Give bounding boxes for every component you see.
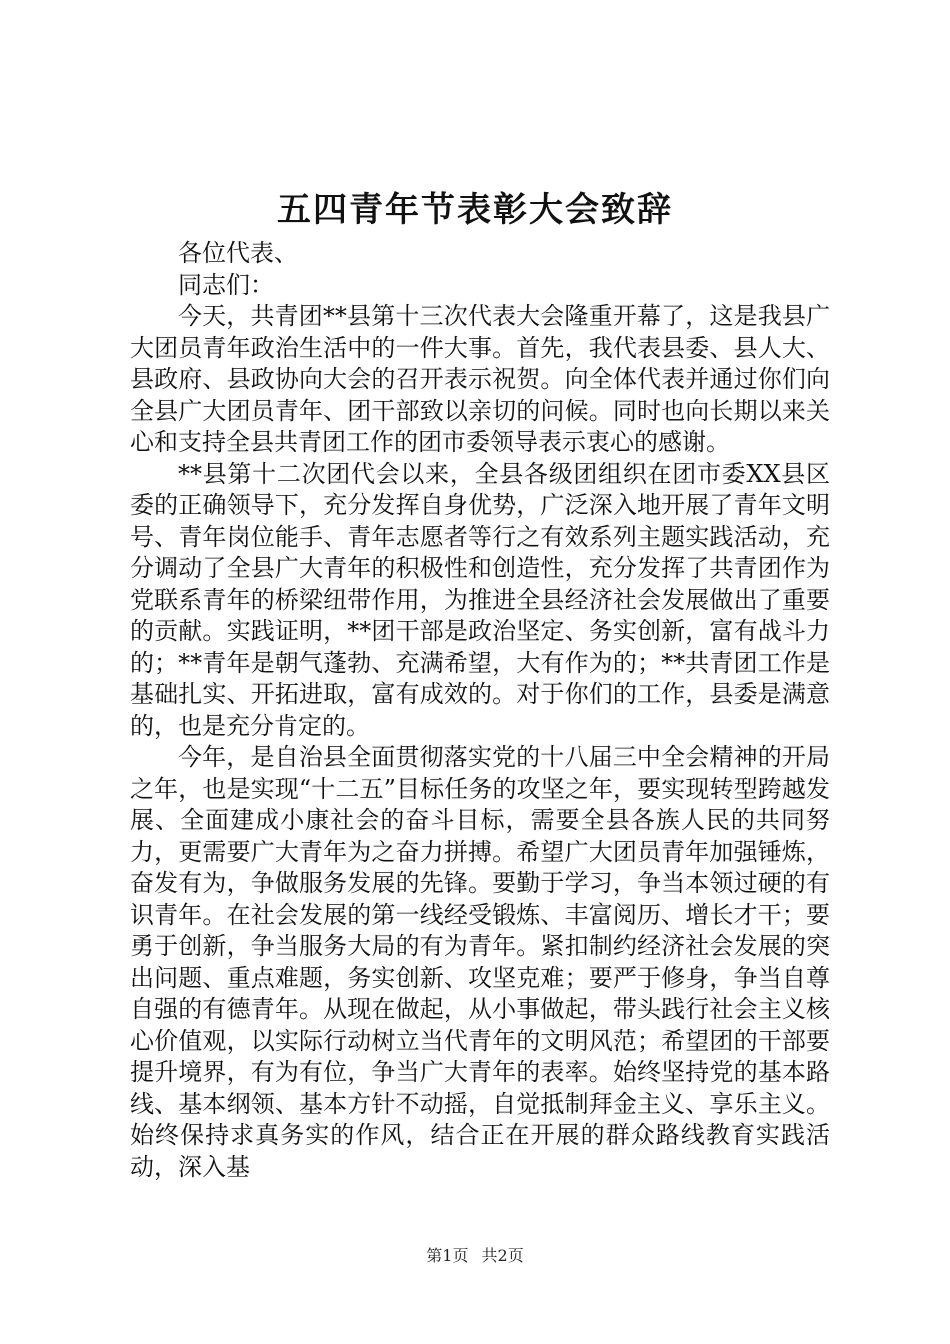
document-body bbox=[130, 238, 830, 1183]
body-paragraph: 今年，是自治县全面贯彻落实党的十八届三中全会精神的开局之年，也是实现“十二五”目标任务的攻坚之年，要实现转型跨越发展、全面建成小康社会的奋斗目标，需要全县各族人民的共同努力，更需要广大青年为之奋力拼搏。希望广大团员青年加强锤炼，奋发有为，争做服务发展的先锋。要勤于学习，争当本领过硬的有识青年。在社会发展的第一线经受锻炼、丰富阅历、增长才干；要勇于创新，争当服务大局的有为青年。紧扣制约经济社会发展的突出问题、重点难题，务实创新、攻坚克难；要严于修身，争当自尊自强的有德青年。从现在做起，从小事做起，带头践行社会主义核心价值观，以实际行动树立当代青年的文明风范；希望团的干部要提升境界，有为有位，争当广大青年的表率。始终坚持党的基本路线、基本纲领、基本方针不动摇，自觉抵制拜金主义、享乐主义。始终保持求真务实的作风，结合正在开展的群众路线教育实践活动，深入基 bbox=[130, 743, 830, 1181]
page-footer bbox=[0, 1244, 950, 1268]
body-paragraph: 今天，共青团**县第十三次代表大会隆重开幕了，这是我县广大团员青年政治生活中的一件大事。首先，我代表县委、县人大、县政府、县政协向大会的召开表示祝贺。向全体代表并通过你们向全县广大团员青年、团干部致以亲切的问候。同时也向长期以来关心和支持全县共青团工作的团市委领导表示衷心的感谢。 bbox=[130, 302, 830, 456]
salutation-line: 各位代表、 bbox=[178, 239, 298, 267]
page-total: 共2页 bbox=[481, 1246, 524, 1265]
page-title: 五四青年节表彰大会致辞 bbox=[277, 190, 673, 230]
page-number: 第1页 bbox=[426, 1246, 469, 1265]
salutation-line: 同志们： bbox=[178, 270, 274, 299]
body-paragraph: **县第十二次团代会以来，全县各级团组织在团市委XX县区委的正确领导下，充分发挥自身优势，广泛深入地开展了青年文明号、青年岗位能手、青年志愿者等行之有效系列主题实践活动，充分调动了全县广大青年的积极性和创造性，充分发挥了共青团作为党联系青年的桥梁纽带作用，为推进全县经济社会发展做出了重要的贡献。实践证明，**团干部是政治坚定、务实创新，富有战斗力的；**青年是朝气蓬勃、充满希望，大有作为的；**共青团工作是基础扎实、开拓进取，富有成效的。对于你们的工作，县委是满意的，也是充分肯定的。 bbox=[130, 459, 830, 740]
